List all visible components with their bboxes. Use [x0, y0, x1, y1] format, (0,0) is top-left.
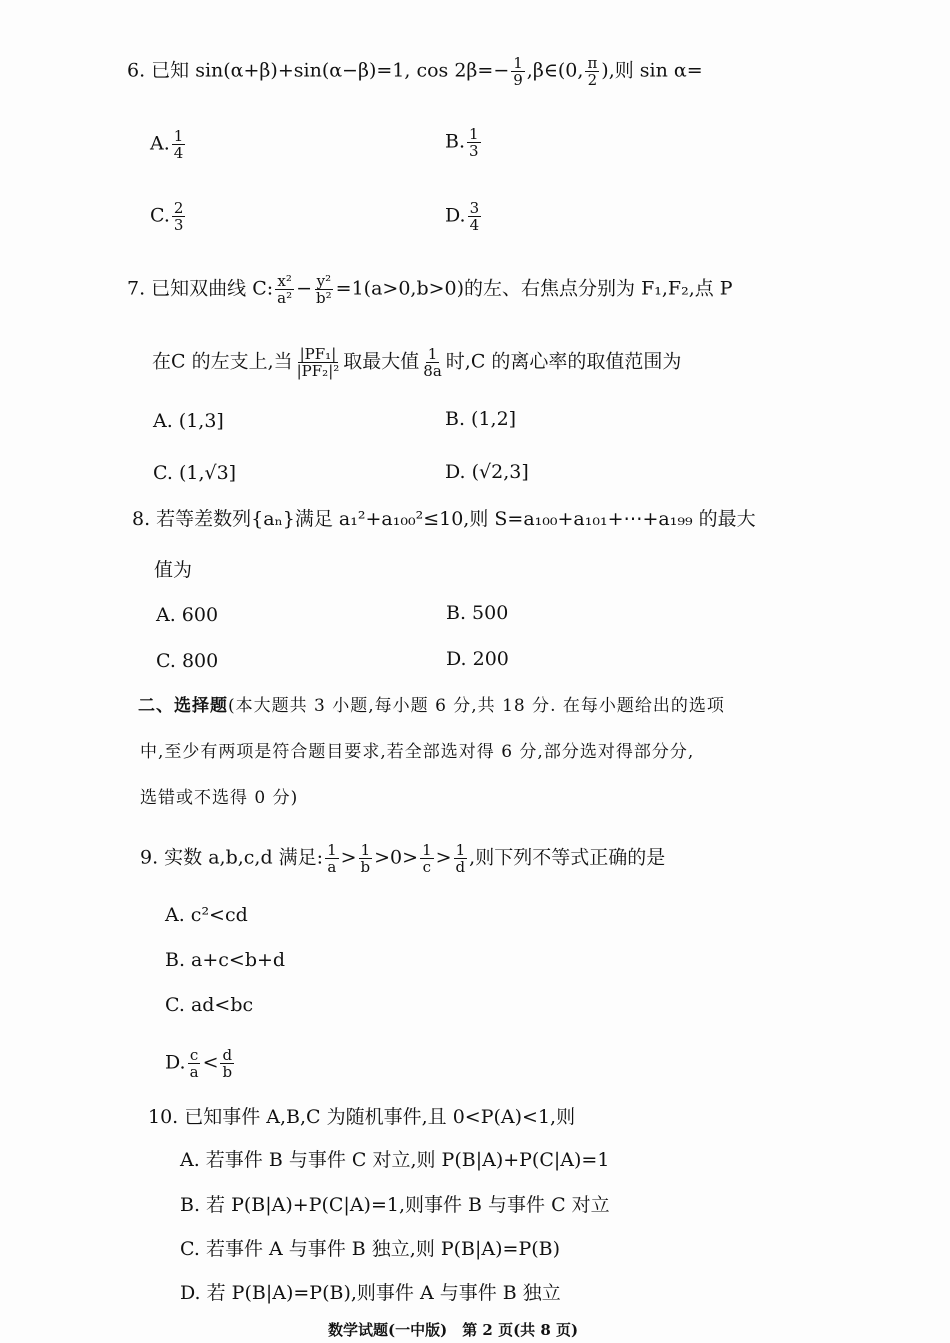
page-footer: 数学试题(一中版) 第 2 页(共 8 页) [328, 1321, 579, 1339]
num: 1 [422, 841, 432, 859]
q6-text: ,β∈(0, [526, 59, 584, 82]
num: |PF₁| [299, 345, 337, 363]
den: c [422, 858, 432, 876]
q7-text: − [296, 277, 313, 300]
fraction [172, 200, 186, 233]
num: 1 [455, 841, 466, 859]
fraction [421, 346, 444, 379]
question-7-line2 [152, 346, 681, 379]
q10-option-b: B. 若 P(B|A)+P(C|A)=1,则事件 B 与事件 C 对立 [180, 1194, 610, 1216]
q7-text: 在C 的左支上,当 [152, 350, 293, 373]
q6-option-d [445, 200, 483, 233]
q8-option-a: A. 600 [156, 604, 219, 626]
num: y² [316, 272, 332, 290]
q6-text: 6. 已知 sin(α+β)+sin(α−β)=1, cos 2β=− [127, 59, 510, 82]
q10-option-a: A. 若事件 B 与事件 C 对立,则 P(B|A)+P(C|A)=1 [180, 1149, 610, 1171]
label: A. [150, 132, 170, 155]
q8-option-b: B. 500 [446, 602, 509, 624]
q9-text: ,则下列不等式正确的是 [469, 846, 666, 869]
fraction [585, 55, 599, 88]
fraction [420, 842, 434, 875]
q7-text: 时,C 的离心率的取值范围为 [445, 350, 682, 373]
fraction [188, 1047, 201, 1080]
q6-option-c [150, 200, 187, 233]
num: 1 [327, 841, 337, 859]
fraction [314, 273, 334, 306]
den: d [455, 858, 466, 876]
num: 1 [513, 54, 523, 72]
label: B. [445, 130, 466, 153]
den: b [360, 858, 371, 876]
q9-text: < [202, 1051, 219, 1074]
question-8: 8. 若等差数列{aₙ}满足 a₁²+a₁₀₀²≤10,则 S=a₁₀₀+a₁₀₁+⋯+a₁₉₉ 的最大 [132, 508, 756, 530]
section-instructions: 选错或不选得 0 分) [140, 788, 299, 808]
question-8-line2: 值为 [154, 559, 193, 581]
den: |PF₂|² [296, 362, 340, 380]
den: 8a [423, 362, 442, 380]
fraction [172, 128, 186, 161]
num: 2 [173, 199, 184, 217]
fraction [454, 842, 468, 875]
num: d [222, 1046, 233, 1064]
num: π [587, 54, 598, 72]
question-7 [127, 273, 733, 306]
label: C. [150, 204, 170, 227]
q7-text: =1(a>0,b>0)的左、右焦点分别为 F₁,F₂,点 P [335, 277, 733, 300]
label: D. [445, 204, 466, 227]
q6-option-a [150, 128, 187, 161]
q6-text: ),则 sin α= [601, 59, 703, 82]
q10-option-c: C. 若事件 A 与事件 B 独立,则 P(B|A)=P(B) [180, 1238, 561, 1260]
num: x² [277, 272, 292, 290]
q7-text: 7. 已知双曲线 C: [127, 277, 274, 300]
q9-text: > [340, 846, 357, 869]
q7-option-b: B. (1,2] [445, 408, 517, 430]
q6-option-b [445, 126, 483, 159]
fraction [511, 55, 525, 88]
den: b [222, 1063, 233, 1081]
num: 1 [469, 125, 479, 143]
den: 2 [587, 71, 598, 89]
q7-text: 取最大值 [343, 350, 420, 373]
q7-option-d: D. (√2,3] [445, 461, 529, 483]
section-instructions: 中,至少有两项是符合题目要求,若全部选对得 6 分,部分选对得部分分, [140, 742, 695, 762]
num: 1 [427, 345, 438, 363]
den: 4 [469, 216, 480, 234]
fraction [295, 346, 342, 379]
q10-option-d: D. 若 P(B|A)=P(B),则事件 A 与事件 B 独立 [180, 1282, 561, 1304]
fraction [275, 273, 294, 306]
den: 3 [469, 142, 479, 160]
section-title: 二、选择题 [138, 696, 228, 716]
den: a [189, 1063, 199, 1081]
q9-text: 9. 实数 a,b,c,d 满足: [140, 846, 324, 869]
section-2-header [138, 693, 725, 719]
q9-option-a: A. c²<cd [165, 904, 248, 926]
fraction [467, 126, 481, 159]
num: 1 [173, 127, 184, 145]
section-instructions: (本大题共 3 小题,每小题 6 分,共 18 分. 在每小题给出的选项 [228, 696, 725, 716]
fraction [325, 842, 339, 875]
den: a² [277, 289, 293, 307]
num: c [189, 1046, 199, 1064]
q7-option-a: A. (1,3] [153, 410, 224, 432]
question-6 [127, 55, 703, 88]
num: 3 [469, 199, 480, 217]
q8-option-c: C. 800 [156, 650, 219, 672]
label: D. [165, 1051, 186, 1074]
q9-option-c: C. ad<bc [165, 994, 254, 1016]
question-9 [140, 842, 665, 875]
q9-text: >0> [374, 846, 419, 869]
q7-option-c: C. (1,√3] [153, 462, 237, 484]
q9-text: > [435, 846, 452, 869]
fraction [359, 842, 373, 875]
q9-option-b: B. a+c<b+d [165, 949, 286, 971]
q9-option-d [165, 1047, 236, 1080]
den: 9 [513, 71, 523, 89]
num: 1 [360, 841, 371, 859]
fraction [468, 200, 482, 233]
den: b² [316, 289, 332, 307]
den: 3 [173, 216, 184, 234]
den: a [327, 858, 337, 876]
question-10: 10. 已知事件 A,B,C 为随机事件,且 0<P(A)<1,则 [148, 1106, 576, 1128]
q8-option-d: D. 200 [446, 648, 509, 670]
fraction [220, 1047, 234, 1080]
den: 4 [173, 144, 184, 162]
